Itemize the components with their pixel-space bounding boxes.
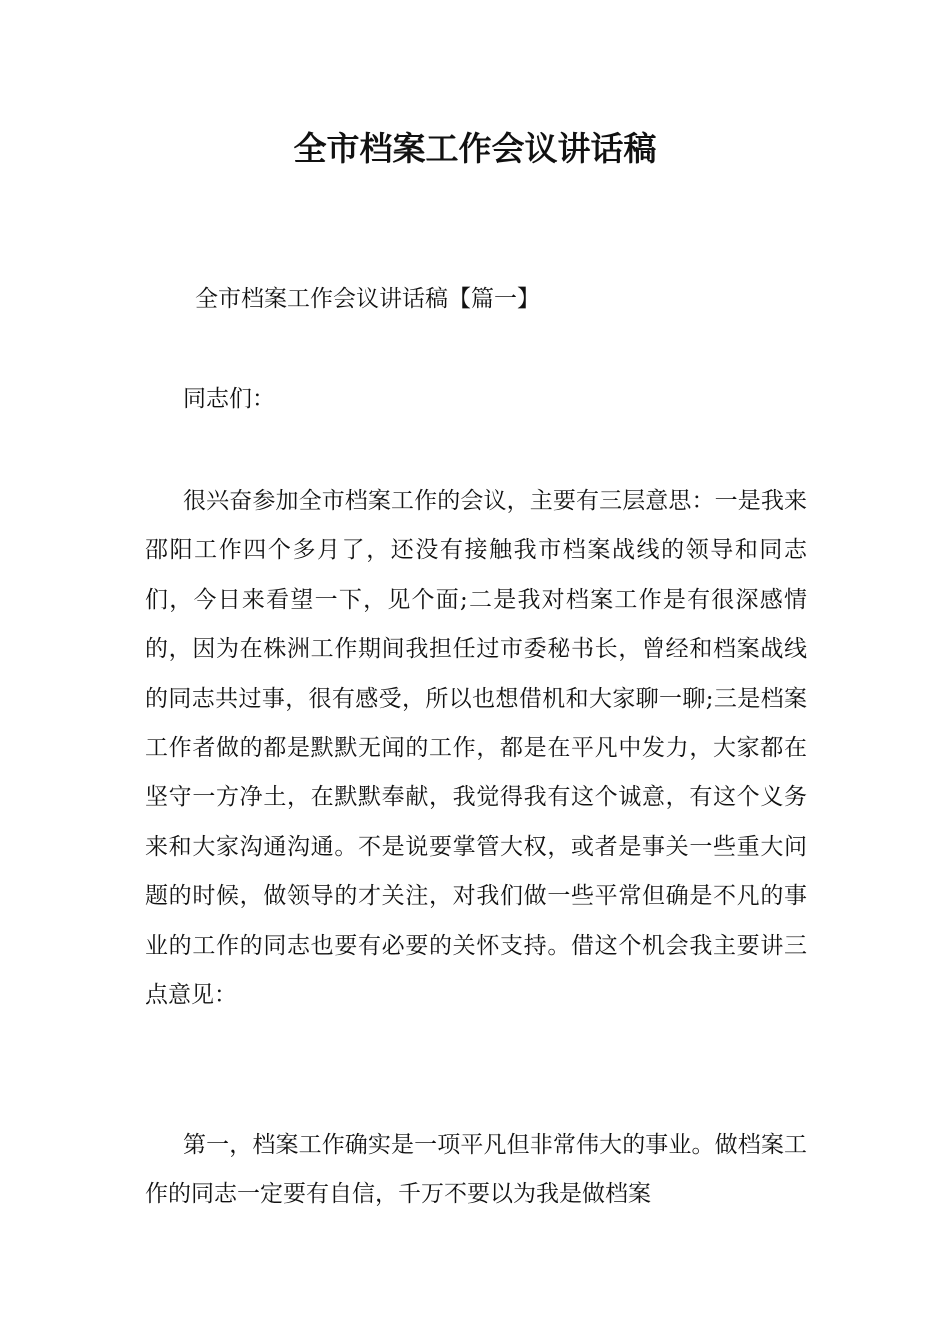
salutation: 同志们： xyxy=(183,386,275,412)
document-subtitle: 全市档案工作会议讲话稿【篇一】 xyxy=(195,286,540,312)
paragraph-2: 第一，档案工作确实是一项平凡但非常伟大的事业。做档案工作的同志一定要有自信，千万不要以为我是做档案 xyxy=(145,1132,807,1208)
document-title: 全市档案工作会议讲话稿 xyxy=(293,129,657,168)
paragraph-1: 很兴奋参加全市档案工作的会议，主要有三层意思：一是我来邵阳工作四个多月了，还没有接触我市档案战线的领导和同志们，今日来看望一下，见个面;二是我对档案工作是有很深感情的，因为在株洲工作期间我担任过市委秘书长，曾经和档案战线的同志共过事，很有感受，所以也想借机和大家聊一聊;三是档案工作者做的都是默默无闻的工作，都是在平凡中发力，大家都在坚守一方净土，在默默奉献，我觉得我有这个诚意，有这个义务来和大家沟通沟通。不是说要掌管大权，或者是事关一些重大问题的时候，做领导的才关注，对我们做一些平常但确是不凡的事业的工作的同志也要有必要的关怀支持。借这个机会我主要讲三点意见： xyxy=(145,488,807,1009)
